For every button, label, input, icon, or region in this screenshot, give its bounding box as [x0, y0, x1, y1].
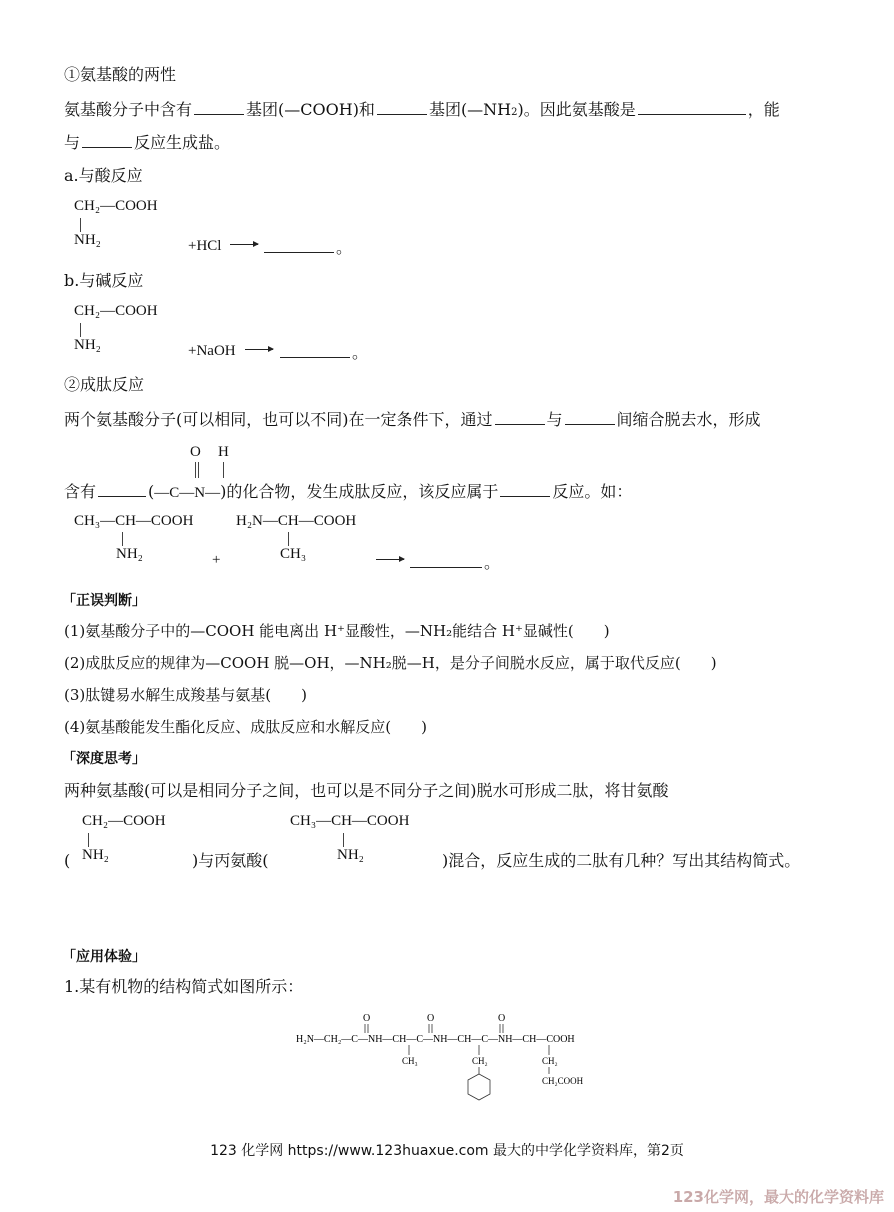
bond [122, 532, 123, 546]
fill-blank [280, 341, 350, 358]
text: 。 [484, 553, 501, 572]
answer-line [408, 551, 500, 574]
benzene-ring-icon [468, 1074, 490, 1100]
fill-blank [410, 551, 482, 568]
text: 基团(—NH [428, 100, 512, 119]
fill-blank [377, 98, 427, 115]
judge-item: (2)成肽反应的规律为—COOH 脱—OH，—NH₂脱—H，是分子间脱水反应，属于取代反应( ) [64, 654, 717, 672]
alanine-2: H₂N—CH—COOH [236, 513, 357, 529]
alanine-1: CH₃—CH—COOH [74, 513, 194, 529]
methylene: CH₂ [542, 1056, 558, 1066]
arrow-icon [245, 349, 273, 350]
bond [223, 462, 224, 478]
plus-sign: + [212, 552, 221, 568]
carbonyl-o: O [363, 1013, 371, 1024]
fill-blank [495, 408, 545, 425]
text: 反应生成盐。 [134, 133, 231, 152]
peptide-bond: —C—N— [154, 485, 221, 501]
bond [80, 323, 81, 337]
answer-line [278, 341, 368, 364]
text: )的化合物，发生成肽反应，该反应属于 [220, 482, 499, 501]
judge-item: (4)氨基酸能发生酯化反应、成肽反应和水解反应( ) [64, 718, 427, 736]
paragraph-line: ( [64, 851, 71, 870]
subsection-acid: a.与酸反应 [64, 166, 143, 185]
fill-blank [638, 98, 746, 115]
bond [288, 532, 289, 546]
bond [343, 833, 344, 847]
ch2cooh: CH₂COOH [542, 1076, 584, 1086]
fill-blank [98, 480, 146, 497]
paragraph-line [64, 480, 632, 504]
paragraph-line [64, 408, 761, 431]
double-bond [195, 462, 196, 478]
text: 两个氨基酸分子(可以相同，也可以不同)在一定条件下，通过 [64, 410, 493, 429]
alanine-1-nh2: NH₂ [116, 546, 143, 562]
hcl-reagent: +HCl [188, 238, 222, 254]
naoh-reagent: +NaOH [188, 343, 236, 359]
text: 基团(—COOH)和 [246, 100, 375, 119]
glycine-nh2: NH₂ [74, 232, 101, 248]
text: 反应。如： [552, 482, 633, 501]
answer-line [262, 236, 352, 259]
peptide-h: H [218, 444, 229, 460]
glycine-top: CH₂—COOH [74, 303, 158, 319]
judge-item: (1)氨基酸分子中的—COOH 能电离出 H⁺显酸性，—NH₂能结合 H⁺显碱性( ) [64, 622, 610, 640]
bond [80, 218, 81, 232]
peptide-o: O [190, 444, 201, 460]
section-title-peptide: ②成肽反应 [64, 375, 145, 394]
text: 与 [64, 133, 81, 152]
bond [88, 833, 89, 847]
paragraph-line [64, 131, 230, 154]
fill-blank [264, 236, 334, 253]
glycine-top: CH₂—COOH [74, 198, 158, 214]
paragraph-line: 两种氨基酸(可以是相同分子之间，也可以是不同分子之间)脱水可形成二肽，将甘氨酸 [64, 781, 669, 800]
glycine-nh2: NH₂ [74, 337, 101, 353]
section-think: 「深度思考」 [62, 751, 146, 767]
carbonyl-o: O [498, 1013, 506, 1024]
judge-item: (3)肽键易水解生成羧基与氨基( ) [64, 686, 307, 704]
text: )。因此氨基酸是 [517, 100, 636, 119]
fill-blank [500, 480, 550, 497]
text: 。 [352, 343, 369, 362]
text: 氨基酸分子中含有 [64, 100, 193, 119]
glycine-top: CH₂—COOH [82, 813, 166, 829]
text: 含有 [64, 482, 97, 501]
glycine-nh2: NH₂ [82, 847, 109, 863]
molecule-structure [296, 1010, 616, 1110]
alanine-top: CH₃—CH—COOH [290, 813, 410, 829]
text: 。 [336, 238, 353, 257]
paragraph-line: 氨基酸分子中含有 基团(—COOH)和 基团(—NH2)。因此氨基酸是 ，能 [64, 100, 780, 119]
section-title-amphoteric: ①氨基酸的两性 [64, 65, 177, 84]
page-footer: 123 化学网 https://www.123huaxue.com 最大的中学化学资料库，第2页 [210, 1143, 684, 1159]
paragraph-line: )混合，反应生成的二肽有几种？写出其结构简式。 [442, 851, 801, 870]
text: ( [148, 482, 155, 501]
section-judge: 「正误判断」 [62, 593, 146, 609]
methylene: CH₂ [472, 1056, 488, 1066]
carbonyl-o: O [427, 1013, 435, 1024]
alanine-nh2: NH₂ [337, 847, 364, 863]
molecule-chain: H₂N—CH₂—C—NH—CH—C—NH—CH—C—NH—CH—COOH [296, 1034, 575, 1045]
text: ，能 [747, 100, 780, 119]
fill-blank [82, 131, 132, 148]
arrow-icon [230, 244, 258, 245]
watermark: 123化学网，最大的化学资料库 [672, 1188, 884, 1206]
section-apply: 「应用体验」 [62, 949, 146, 965]
alanine-2-ch3: CH₃ [280, 546, 307, 562]
double-bond [198, 462, 199, 478]
text: 间缩合脱去水，形成 [616, 410, 761, 429]
text: 与 [546, 410, 563, 429]
fill-blank [565, 408, 615, 425]
question-1: 1.某有机物的结构简式如图所示： [64, 977, 304, 996]
fill-blank [194, 98, 244, 115]
methyl: CH₃ [402, 1056, 418, 1066]
subsection-base: b.与碱反应 [64, 271, 144, 290]
paragraph-line: )与丙氨酸( [192, 851, 269, 870]
arrow-icon [376, 559, 404, 560]
